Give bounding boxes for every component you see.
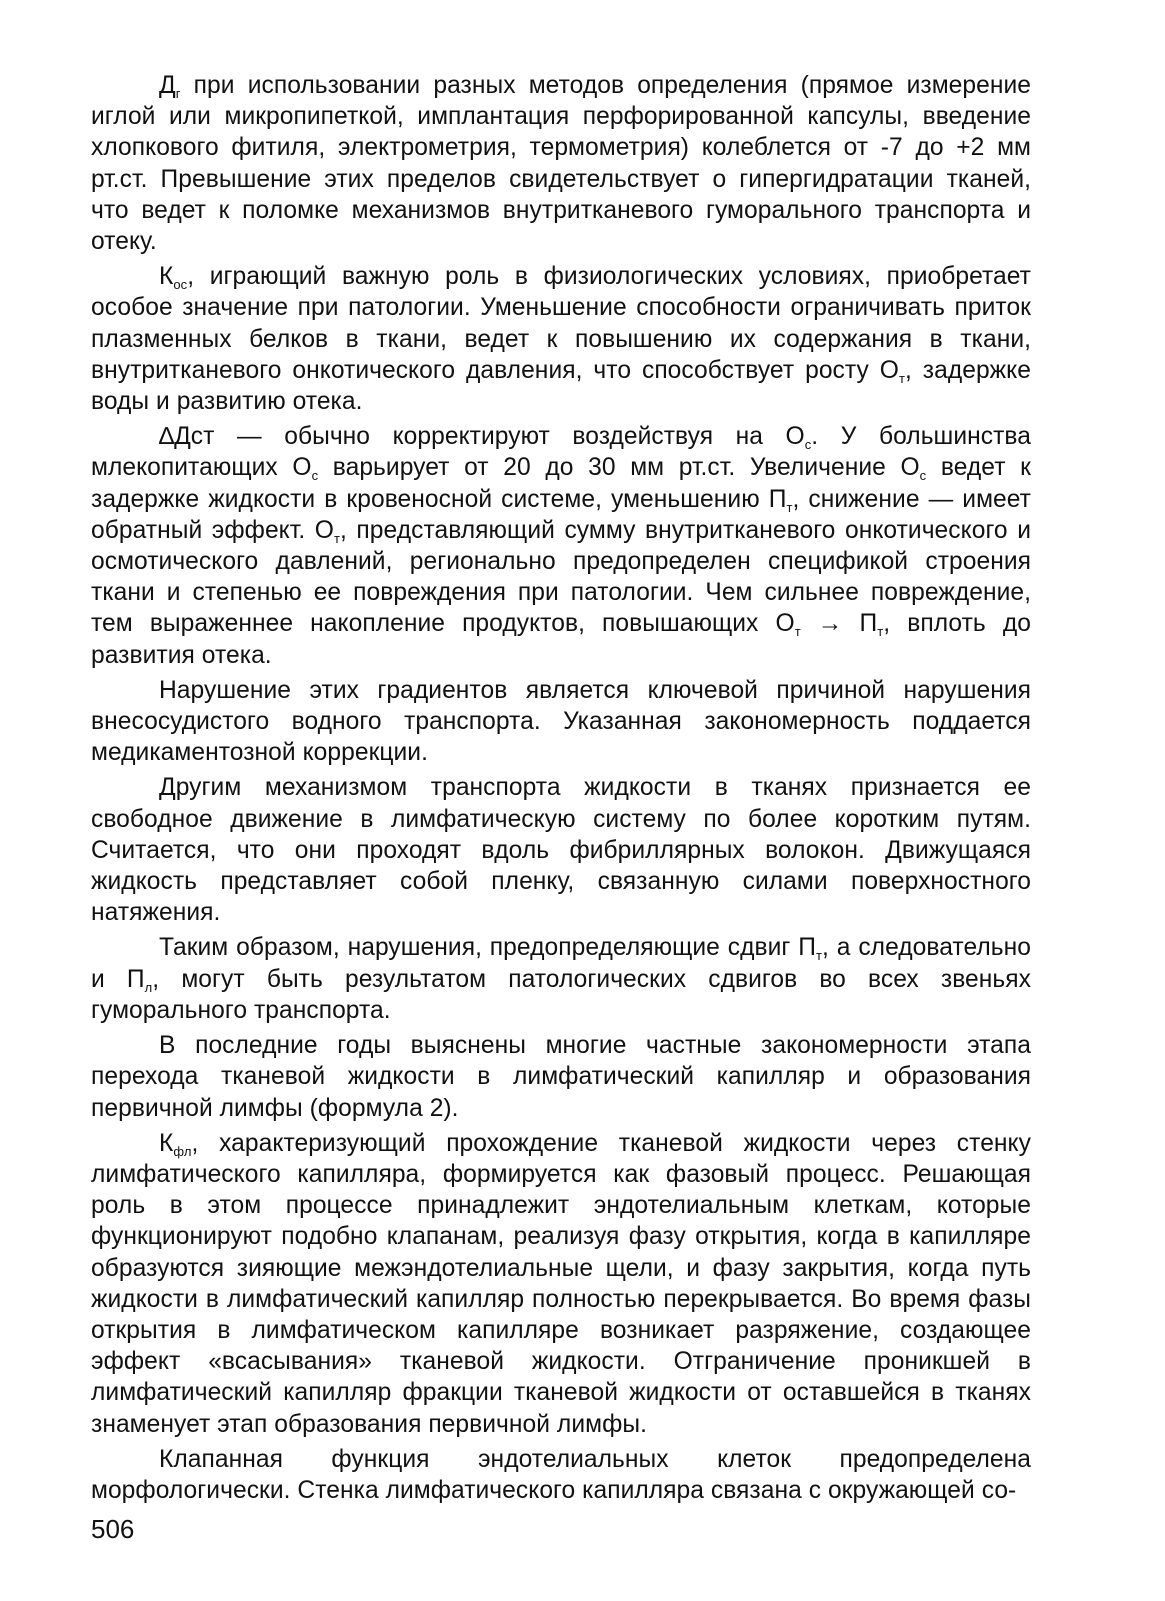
subscript: т: [898, 370, 905, 386]
text-run: , играющий важную роль в физиологических условиях, приобретает особое значение при патологии. Уменьшение способности ограничивать приток плазменных белков в ткани, ведет к повышению их содержания в ткани, внутритканевого онкотического давления, что способствует росту О: [91, 263, 1031, 384]
text-run: , задержке воды и развитию отека.: [91, 356, 1031, 416]
paragraph: [91, 932, 1031, 1026]
text-run: Д: [159, 72, 176, 99]
text-run: . У большинства млекопитающих О: [91, 423, 1031, 482]
text-run: К: [159, 1129, 174, 1157]
paragraph: [91, 772, 1031, 928]
paragraph: [91, 1030, 1031, 1124]
text-run: , а следовательно и П: [91, 934, 1031, 993]
subscript: с: [804, 437, 812, 453]
text-run: , вплоть до развития отека.: [91, 610, 1032, 669]
text-run: , представляющий сумму внутритканевого онкотического и осмотического давлений, регионально предопределен спецификой строения ткани и степенью ее повреждения при патологии. Чем сильнее повреждение, тем выраженнее накопление продуктов, повышающих О: [91, 516, 1031, 638]
subscript: фл: [173, 1143, 192, 1159]
paragraph: [91, 1128, 1031, 1440]
subscript: л: [144, 979, 153, 995]
paragraph: [91, 675, 1031, 769]
paragraph: [91, 70, 1031, 257]
text-run: Другим механизмом транспорта жидкости в тканях признается ее свободное движение в лимфатическую систему по более коротким путям. Считается, что они проходят вдоль фибриллярных волокон. Движущаяся жидкость представляет собой пленку, связанную силами поверхностного натяжения.: [91, 774, 1031, 927]
subscript: г: [175, 86, 181, 101]
subscript: т: [816, 948, 823, 964]
page-body: [91, 70, 1031, 1510]
text-run: при использовании разных методов определения (прямое измерение иглой или микропипеткой, имплантация перфорированной капсулы, введение хлопкового фитиля, электрометрия, термометрия) колеблется от -7 до +2 мм рт.ст. Превышение этих пределов свидетельствует о гипергидратации тканей, что ведет к поломке механизмов внутритканевого гуморального транспорта и отеку.: [91, 72, 1031, 256]
subscript: т: [877, 624, 884, 640]
text-run: , снижение — имеет обратный эффект. О: [91, 485, 1031, 544]
page-number: 506: [91, 1514, 135, 1544]
paragraph: [91, 261, 1031, 417]
text-run: , характеризующий прохождение тканевой жидкости через стенку лимфатического капилляра, формируется как фазовый процесс. Решающая роль в этом процессе принадлежит эндотелиальным клеткам, которые функционируют подобно клапанам, реализуя фазу открытия, когда в капилляре образуются зияющие межэндотелиальные щели, и фазу закрытия, когда путь жидкости в лимфатический капилляр полностью перекрывается. Во время фазы открытия в лимфатическом капилляре возникает разряжение, создающее эффект «всасывания» тканевой жидкости. Отграничение проникшей в лимфатический капилляр фракции тканевой жидкости от оставшейся в тканях знаменует этап образования первичной лимфы.: [91, 1129, 1031, 1438]
subscript: с: [311, 468, 319, 484]
subscript: т: [333, 530, 340, 546]
subscript: т: [786, 499, 793, 515]
subscript: т: [794, 624, 801, 640]
subscript: с: [919, 468, 927, 484]
text-run: В последние годы выяснены многие частные закономерности этапа перехода тканевой жидкости в лимфатический капилляр и образования первичной лимфы (формула 2).: [91, 1032, 1031, 1122]
text-run: Нарушение этих градиентов является ключевой причиной нарушения внесосудистого водного транспорта. Указанная закономерность поддается медикаментозной коррекции.: [91, 676, 1031, 767]
paragraph: [91, 421, 1031, 671]
text-run: ∆Дст — обычно корректируют воздействуя на О: [159, 423, 805, 451]
paragraph: [91, 1444, 1031, 1506]
text-run: Клапанная функция эндотелиальных клеток предопределена морфологически. Стенка лимфатического капилляра связана с окружающей со-: [91, 1445, 1031, 1504]
text-run: варьирует от 20 до 30 мм рт.ст. Увеличение О: [318, 454, 920, 482]
text-run: ведет к задержке жидкости в кровеносной системе, уменьшению П: [91, 454, 1031, 513]
subscript: ос: [173, 277, 188, 293]
text-run: → П: [800, 610, 878, 638]
text-run: , могут быть результатом патологических сдвигов во всех звеньях гуморального транспорта.: [91, 965, 1031, 1024]
text-run: Таким образом, нарушения, предопределяющие сдвиг П: [159, 934, 816, 962]
text-run: К: [159, 263, 174, 291]
